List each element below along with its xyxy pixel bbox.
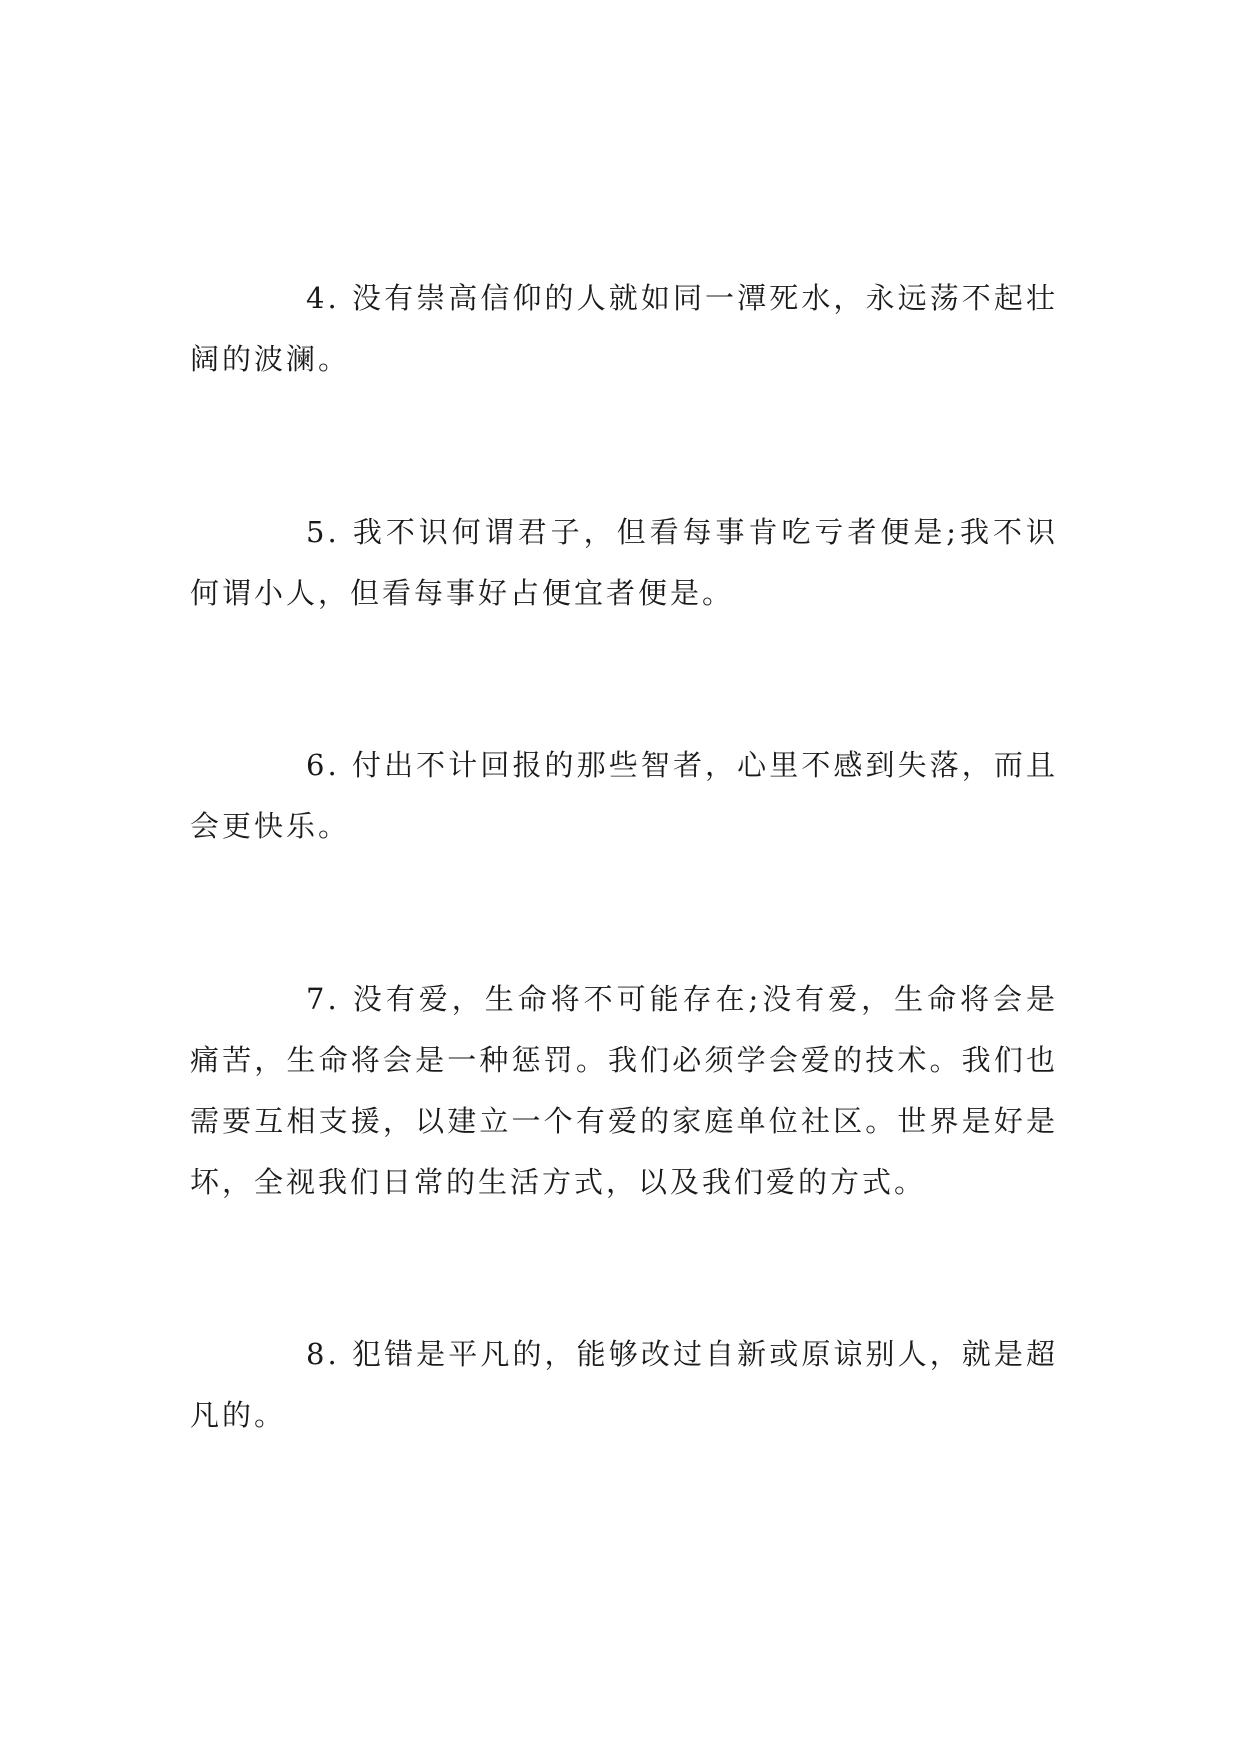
quote-paragraph-5: 5. 我不识何谓君子，但看每事肯吃亏者便是;我不识何谓小人，但看每事好占便宜者便是。 — [190, 515, 1058, 610]
quote-paragraph-4: 4. 没有崇高信仰的人就如同一潭死水，永远荡不起壮阔的波澜。 — [190, 281, 1058, 376]
quote-paragraph-7: 7. 没有爱，生命将不可能存在;没有爱，生命将会是痛苦，生命将会是一种惩罚。我们必须学会爱的技术。我们也需要互相支援，以建立一个有爱的家庭单位社区。世界是好是坏，全视我们日常的生活方式，以及我们爱的方式。 — [190, 982, 1058, 1199]
quote-paragraph-8: 8. 犯错是平凡的，能够改过自新或原谅别人，就是超凡的。 — [190, 1337, 1058, 1432]
quote-paragraph-6: 6. 付出不计回报的那些智者，心里不感到失落，而且会更快乐。 — [190, 748, 1058, 843]
